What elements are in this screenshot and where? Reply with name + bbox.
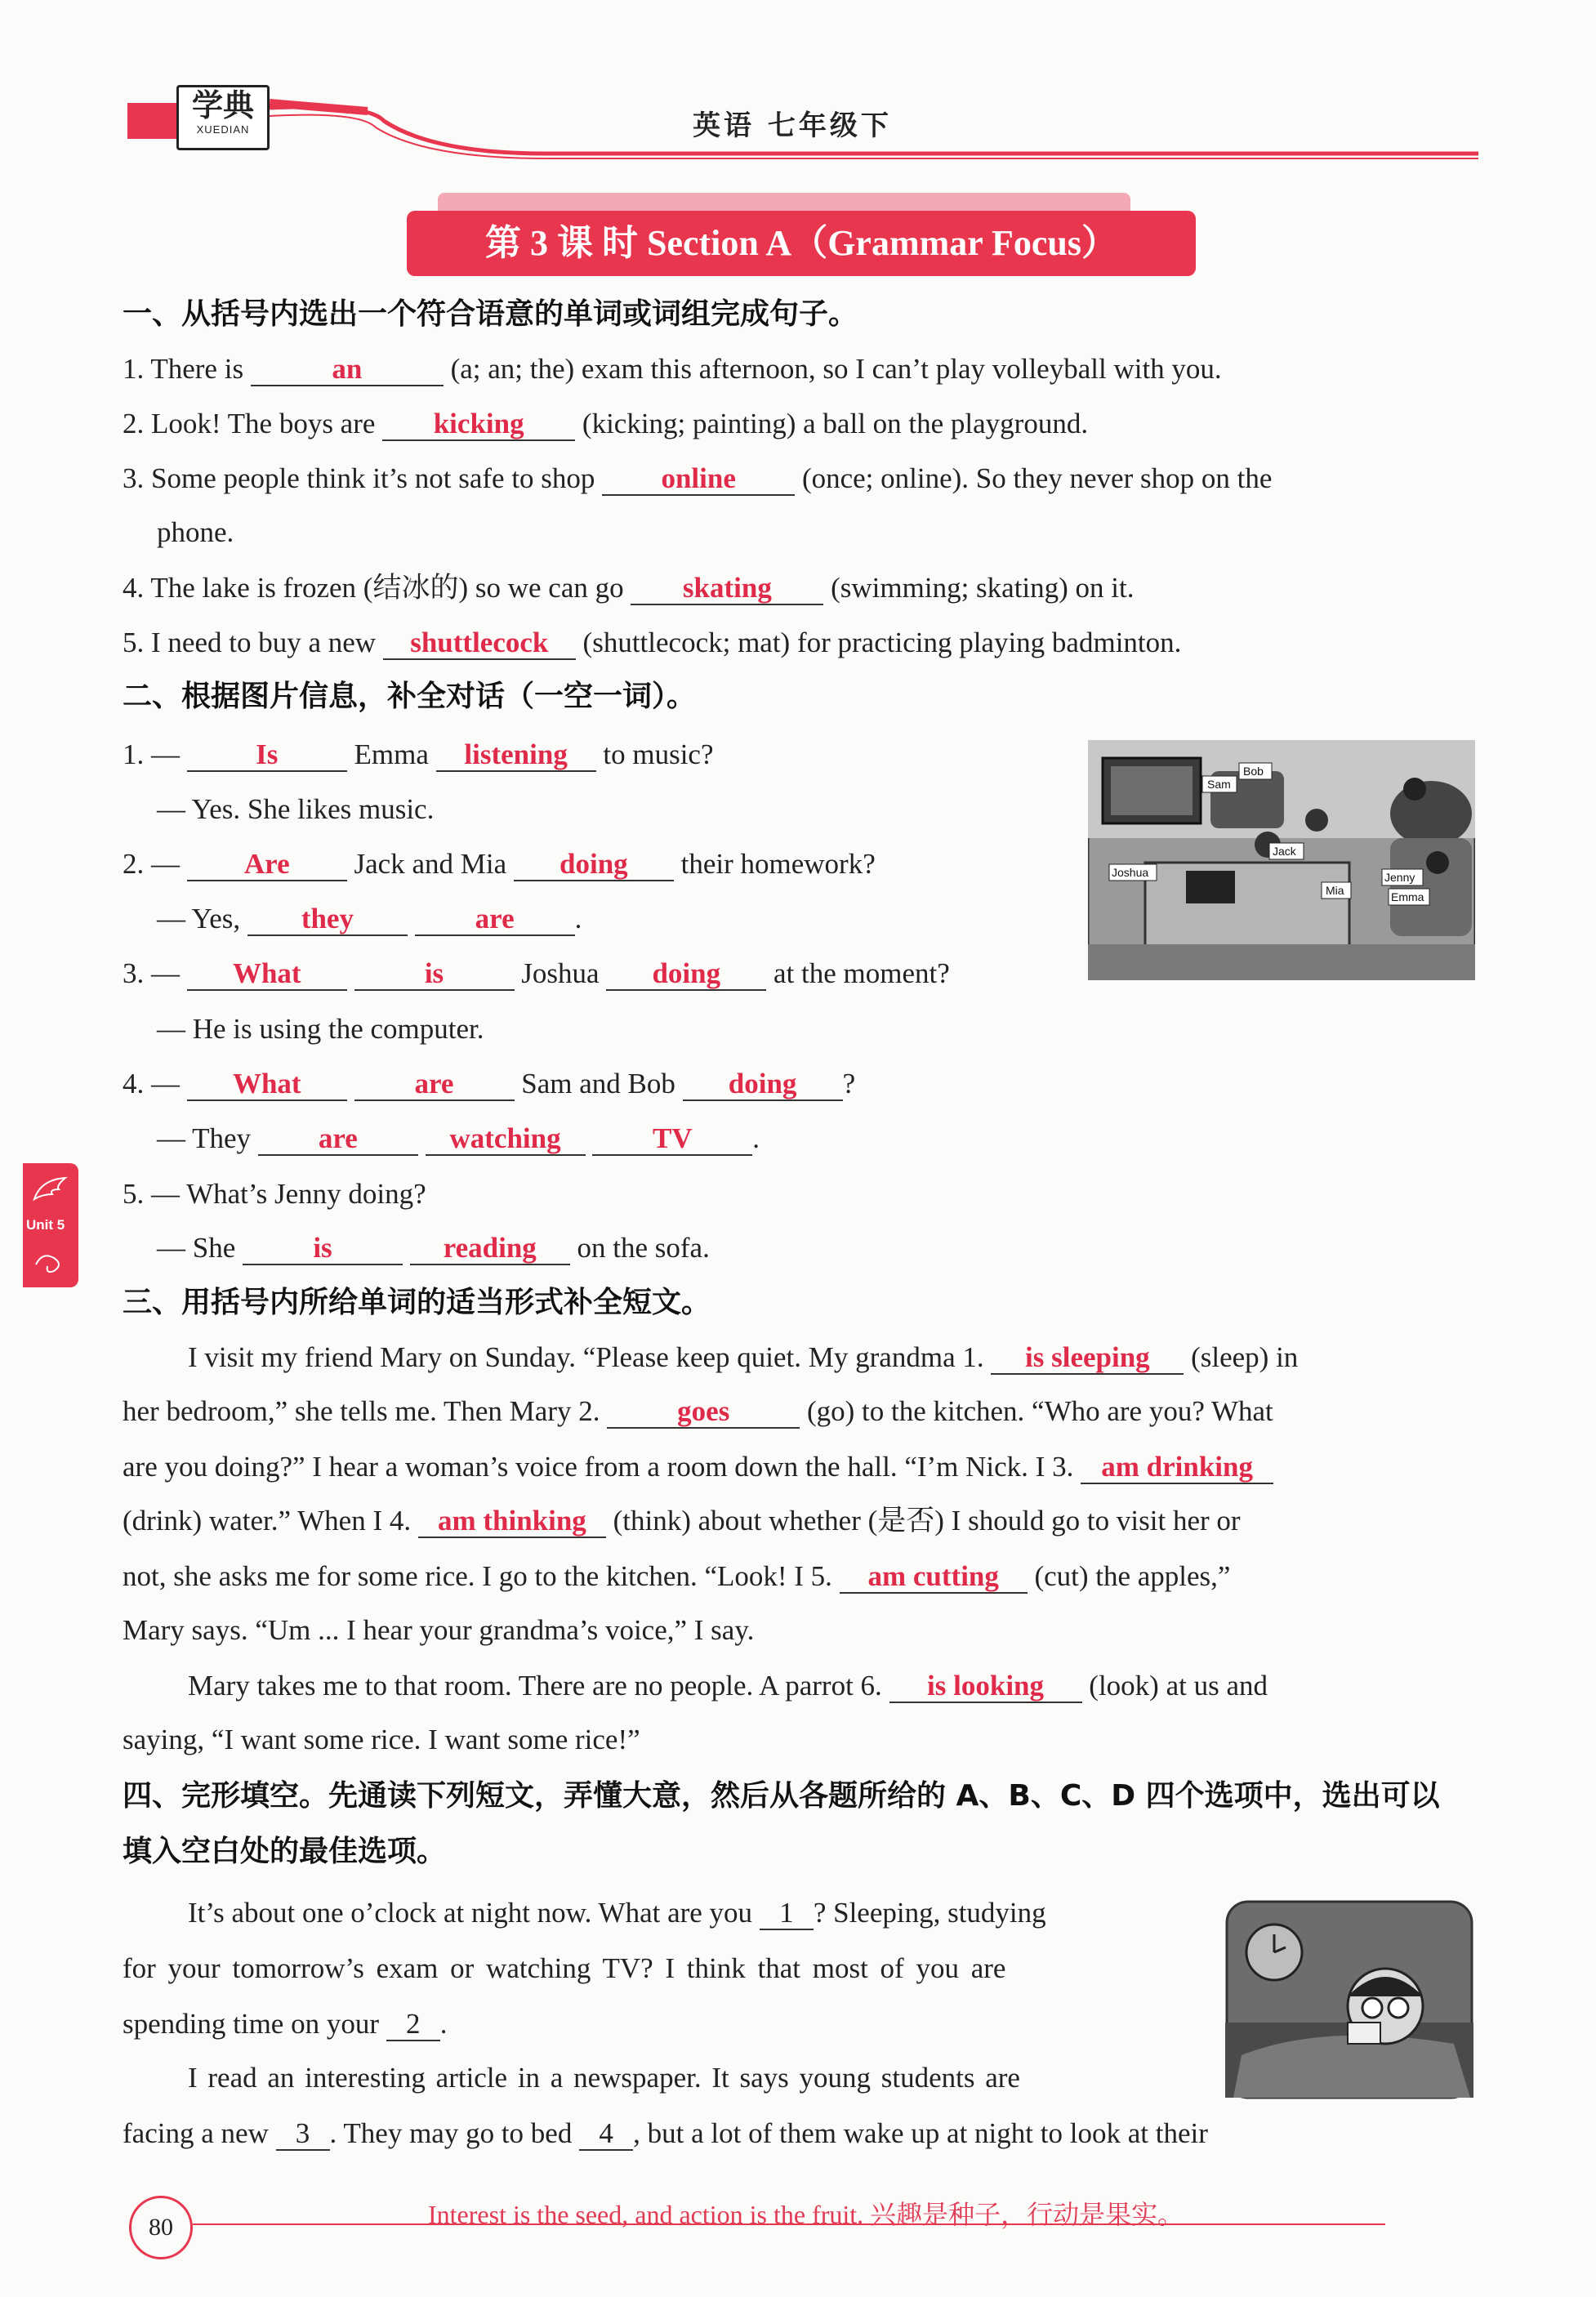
p2-d4-reply-text: — They <box>157 1122 252 1154</box>
p2-d5-reply-text: — She <box>157 1232 236 1264</box>
p2-d2-reply <box>157 901 582 937</box>
p2-d1-num: 1. — <box>123 738 180 770</box>
p3-answer5: am cutting <box>867 1560 999 1592</box>
p4-line3-text: spending time on your <box>123 2008 379 2040</box>
part4-title-line1: 四、完形填空。先通读下列短文，弄懂大意，然后从各题所给的 A、B、C、D 四个选项中，选出可以 <box>123 1779 1440 1813</box>
p3-line7-text: Mary takes me to that room. There are no people. A parrot 6. <box>188 1670 882 1702</box>
p1-q2-rest: (kicking; painting) a ball on the playground. <box>582 408 1089 439</box>
p2-d1-blank1 <box>187 739 347 772</box>
p2-d2-reply-text: — Yes, <box>157 903 241 934</box>
picture-label-emma: Emma <box>1391 890 1424 903</box>
p2-d3-num: 3. — <box>123 957 180 989</box>
p2-d1-answer1: Is <box>256 738 279 770</box>
p1-q5-rest: (shuttlecock; mat) for practicing playing badminton. <box>582 627 1182 658</box>
part3-title: 三、用括号内所给单词的适当形式补全短文。 <box>123 1286 711 1319</box>
p1-q3 <box>123 461 1272 497</box>
p1-q2 <box>123 406 1088 442</box>
part1-title: 一、从括号内选出一个符合语意的单词或词组完成句子。 <box>123 297 858 331</box>
p4-blank3 <box>276 2118 330 2151</box>
p2-d2-answer1: Are <box>243 848 290 880</box>
p2-d4-end: ? <box>842 1068 856 1099</box>
unit-label: Unit 5 <box>26 1217 65 1233</box>
p2-d5-reply-blank1 <box>243 1233 403 1265</box>
p2-d2-reply-answer2: are <box>475 903 515 934</box>
publisher-logo <box>176 85 270 150</box>
p2-d3-answer1: What <box>232 957 301 989</box>
p1-q3-blank <box>602 463 795 496</box>
p2-d2-num: 2. — <box>123 848 180 880</box>
p2-d3-answer2: is <box>424 957 444 989</box>
p2-d4-reply-blank3 <box>592 1123 752 1156</box>
p3-line1 <box>188 1340 1298 1376</box>
p3-line7 <box>188 1668 1268 1704</box>
subject-title: 英语 七年级下 <box>693 109 892 142</box>
p4-line2: for your tomorrow’s exam or watching TV? I think that most of you are <box>123 1952 1006 1984</box>
p2-d3-mid: Joshua <box>521 957 600 989</box>
p1-q4 <box>123 570 1135 606</box>
p3-line2-rest: (go) to the kitchen. “Who are you? What <box>806 1395 1273 1427</box>
p2-d4-reply-blank2 <box>426 1123 586 1156</box>
p1-q3-cont: phone. <box>157 516 234 548</box>
p3-blank1 <box>991 1342 1184 1375</box>
p2-d4-reply <box>157 1121 760 1157</box>
p2-d5-question: 5. — What’s Jenny doing? <box>123 1178 426 1210</box>
p2-d1-end: to music? <box>603 738 714 770</box>
p2-d1-answer2: listening <box>464 738 568 770</box>
p2-d1 <box>123 737 714 773</box>
p3-blank3 <box>1081 1452 1273 1484</box>
p2-d3-answer3: doing <box>652 957 721 989</box>
logo-english: XUEDIAN <box>196 123 250 136</box>
p4-blank2-number: 2 <box>406 2008 421 2040</box>
p2-d4-reply-answer1: are <box>318 1122 358 1154</box>
picture-label-jack: Jack <box>1273 845 1296 858</box>
living-room-illustration <box>1088 740 1475 980</box>
p2-d4-answer3: doing <box>728 1068 797 1099</box>
p3-answer2: goes <box>677 1395 730 1427</box>
p4-blank2 <box>386 2009 440 2041</box>
p2-d2-reply-blank2 <box>415 903 575 936</box>
p4-line4: I read an interesting article in a newspaper. It says young students are <box>188 2062 1020 2094</box>
picture-label-bob: Bob <box>1243 765 1264 778</box>
p1-q4-answer: skating <box>682 572 772 604</box>
p3-answer3: am drinking <box>1101 1451 1253 1483</box>
p1-q3-answer: online <box>661 462 736 494</box>
phone-icon <box>1348 2023 1380 2044</box>
p2-d4-answer1: What <box>232 1068 301 1099</box>
p2-d2-blank1 <box>187 849 347 881</box>
p4-line5 <box>123 2116 1208 2152</box>
p3-line1-text: I visit my friend Mary on Sunday. “Please keep quiet. My grandma 1. <box>188 1341 984 1373</box>
p3-blank5 <box>840 1561 1028 1594</box>
p2-d1-reply: — Yes. She likes music. <box>157 793 435 825</box>
p1-q1-answer: an <box>332 353 363 385</box>
p2-d3 <box>123 956 950 992</box>
p3-answer6: is looking <box>927 1670 1045 1702</box>
p3-line5-rest: (cut) the apples,” <box>1034 1560 1231 1592</box>
p2-d1-blank2 <box>436 739 596 772</box>
p2-d3-blank3 <box>606 958 766 991</box>
p1-q1 <box>123 351 1222 387</box>
p4-line5-text: facing a new <box>123 2117 269 2149</box>
p1-q4-text: 4. The lake is frozen (结冰的) so we can go <box>123 572 624 604</box>
unit-side-tab <box>23 1163 78 1287</box>
p3-answer4: am thinking <box>437 1505 586 1537</box>
p1-q5-text: 5. I need to buy a new <box>123 627 377 658</box>
p2-d3-blank1 <box>187 958 347 991</box>
p2-d4-reply-end: . <box>752 1122 760 1154</box>
p2-d3-blank2 <box>354 958 515 991</box>
p2-d4-blank1 <box>187 1068 347 1101</box>
p3-blank4 <box>418 1505 606 1538</box>
p3-blank6 <box>889 1670 1082 1703</box>
p3-line4-rest: (think) about whether (是否) I should go to visit her or <box>613 1505 1241 1537</box>
p1-q5-blank <box>383 627 576 660</box>
picture-label-jenny: Jenny <box>1384 871 1415 884</box>
p4-line3-rest: . <box>439 2008 448 2040</box>
picture-label-sam: Sam <box>1207 778 1231 791</box>
p4-blank4-number: 4 <box>599 2117 613 2149</box>
p4-blank3-number: 3 <box>295 2117 310 2149</box>
p2-d4-reply-blank1 <box>258 1123 418 1156</box>
p1-q1-text: 1. There is <box>123 353 244 385</box>
p2-d4-reply-answer2: watching <box>449 1122 561 1154</box>
p2-d4-num: 4. — <box>123 1068 180 1099</box>
p4-line3 <box>123 2006 448 2042</box>
footer-motto: Interest is the seed, and action is the fruit. 兴趣是种子，行动是果实。 <box>428 2200 1184 2229</box>
picture-label-joshua: Joshua <box>1112 866 1149 879</box>
p2-d2-end: their homework? <box>680 848 876 880</box>
p4-blank4 <box>579 2118 633 2151</box>
p2-d2 <box>123 846 876 882</box>
p2-d4-answer2: are <box>414 1068 454 1099</box>
p1-q2-answer: kicking <box>433 408 524 439</box>
p2-d2-mid: Jack and Mia <box>354 848 507 880</box>
lesson-title: 第 3 课 时 Section A（Grammar Focus） <box>407 211 1196 276</box>
p1-q2-blank <box>382 408 575 441</box>
wing-icon <box>31 1175 69 1207</box>
p3-line4-text: (drink) water.” When I 4. <box>123 1505 412 1537</box>
p3-blank2 <box>607 1396 800 1429</box>
p1-q1-rest: (a; an; the) exam this afternoon, so I can’t play volleyball with you. <box>450 353 1222 385</box>
p2-d4 <box>123 1066 855 1102</box>
p2-d4-reply-answer3: TV <box>652 1122 693 1154</box>
p3-line1-rest: (sleep) in <box>1191 1341 1299 1373</box>
p2-d4-mid: Sam and Bob <box>521 1068 675 1099</box>
part4-title-line2: 填入空白处的最佳选项。 <box>123 1835 447 1868</box>
p3-line7-rest: (look) at us and <box>1089 1670 1268 1702</box>
p1-q4-rest: (swimming; skating) on it. <box>831 572 1135 604</box>
page-number: 80 <box>129 2196 193 2259</box>
p3-line4 <box>123 1503 1241 1539</box>
p2-d5-reply-answer2: reading <box>443 1232 537 1264</box>
p2-d5-reply-blank2 <box>410 1233 570 1265</box>
p4-line5-mid: . They may go to bed <box>329 2117 573 2149</box>
p2-d3-reply: — He is using the computer. <box>157 1013 484 1045</box>
p1-q3-rest: (once; online). So they never shop on the <box>801 462 1273 494</box>
p2-d1-mid: Emma <box>354 738 429 770</box>
p4-line1-text: It’s about one o’clock at night now. What are you <box>188 1897 753 1929</box>
p2-d5-reply-end: on the sofa. <box>577 1232 710 1264</box>
p2-d2-reply-end: . <box>574 903 582 934</box>
p2-d2-reply-answer1: they <box>301 903 354 934</box>
p3-line2-text: her bedroom,” she tells me. Then Mary 2. <box>123 1395 600 1427</box>
p2-d5-reply-answer1: is <box>313 1232 332 1264</box>
p3-line3-text: are you doing?” I hear a woman’s voice from a room down the hall. “I’m Nick. I 3. <box>123 1451 1074 1483</box>
p2-d2-blank2 <box>514 849 674 881</box>
night-study-illustration <box>1225 1900 1473 2099</box>
swirl-icon <box>31 1248 69 1278</box>
p1-q2-text: 2. Look! The boys are <box>123 408 376 439</box>
p3-line3 <box>123 1449 1273 1485</box>
p3-line5 <box>123 1559 1230 1595</box>
p1-q3-text: 3. Some people think it’s not safe to shop <box>123 462 595 494</box>
p4-blank1 <box>760 1898 814 1930</box>
logo-chinese: 学典 <box>191 87 254 123</box>
p2-d2-answer2: doing <box>559 848 628 880</box>
p2-d3-end: at the moment? <box>773 957 950 989</box>
p2-d2-reply-blank1 <box>247 903 408 936</box>
p4-line1-rest: ? Sleeping, studying <box>813 1897 1046 1929</box>
p3-line6: Mary says. “Um ... I hear your grandma’s voice,” I say. <box>123 1614 755 1646</box>
p2-d5-reply <box>157 1230 710 1266</box>
picture-label-mia: Mia <box>1326 884 1344 897</box>
p3-line5-text: not, she asks me for some rice. I go to the kitchen. “Look! I 5. <box>123 1560 832 1592</box>
p3-line2 <box>123 1394 1273 1429</box>
part2-title: 二、根据图片信息，补全对话（一空一词）。 <box>123 680 697 713</box>
p2-d4-blank3 <box>683 1068 843 1101</box>
p3-answer1: is sleeping <box>1025 1341 1150 1373</box>
p4-line5-rest: , but a lot of them wake up at night to look at their <box>633 2117 1208 2149</box>
p4-blank1-number: 1 <box>779 1897 794 1929</box>
p1-q5 <box>123 625 1181 661</box>
p1-q1-blank <box>251 354 444 386</box>
p2-d4-blank2 <box>354 1068 515 1101</box>
p1-q4-blank <box>631 573 823 605</box>
p3-line8: saying, “I want some rice. I want some rice!” <box>123 1724 640 1755</box>
p4-line1 <box>188 1895 1046 1931</box>
p1-q5-answer: shuttlecock <box>410 627 549 658</box>
